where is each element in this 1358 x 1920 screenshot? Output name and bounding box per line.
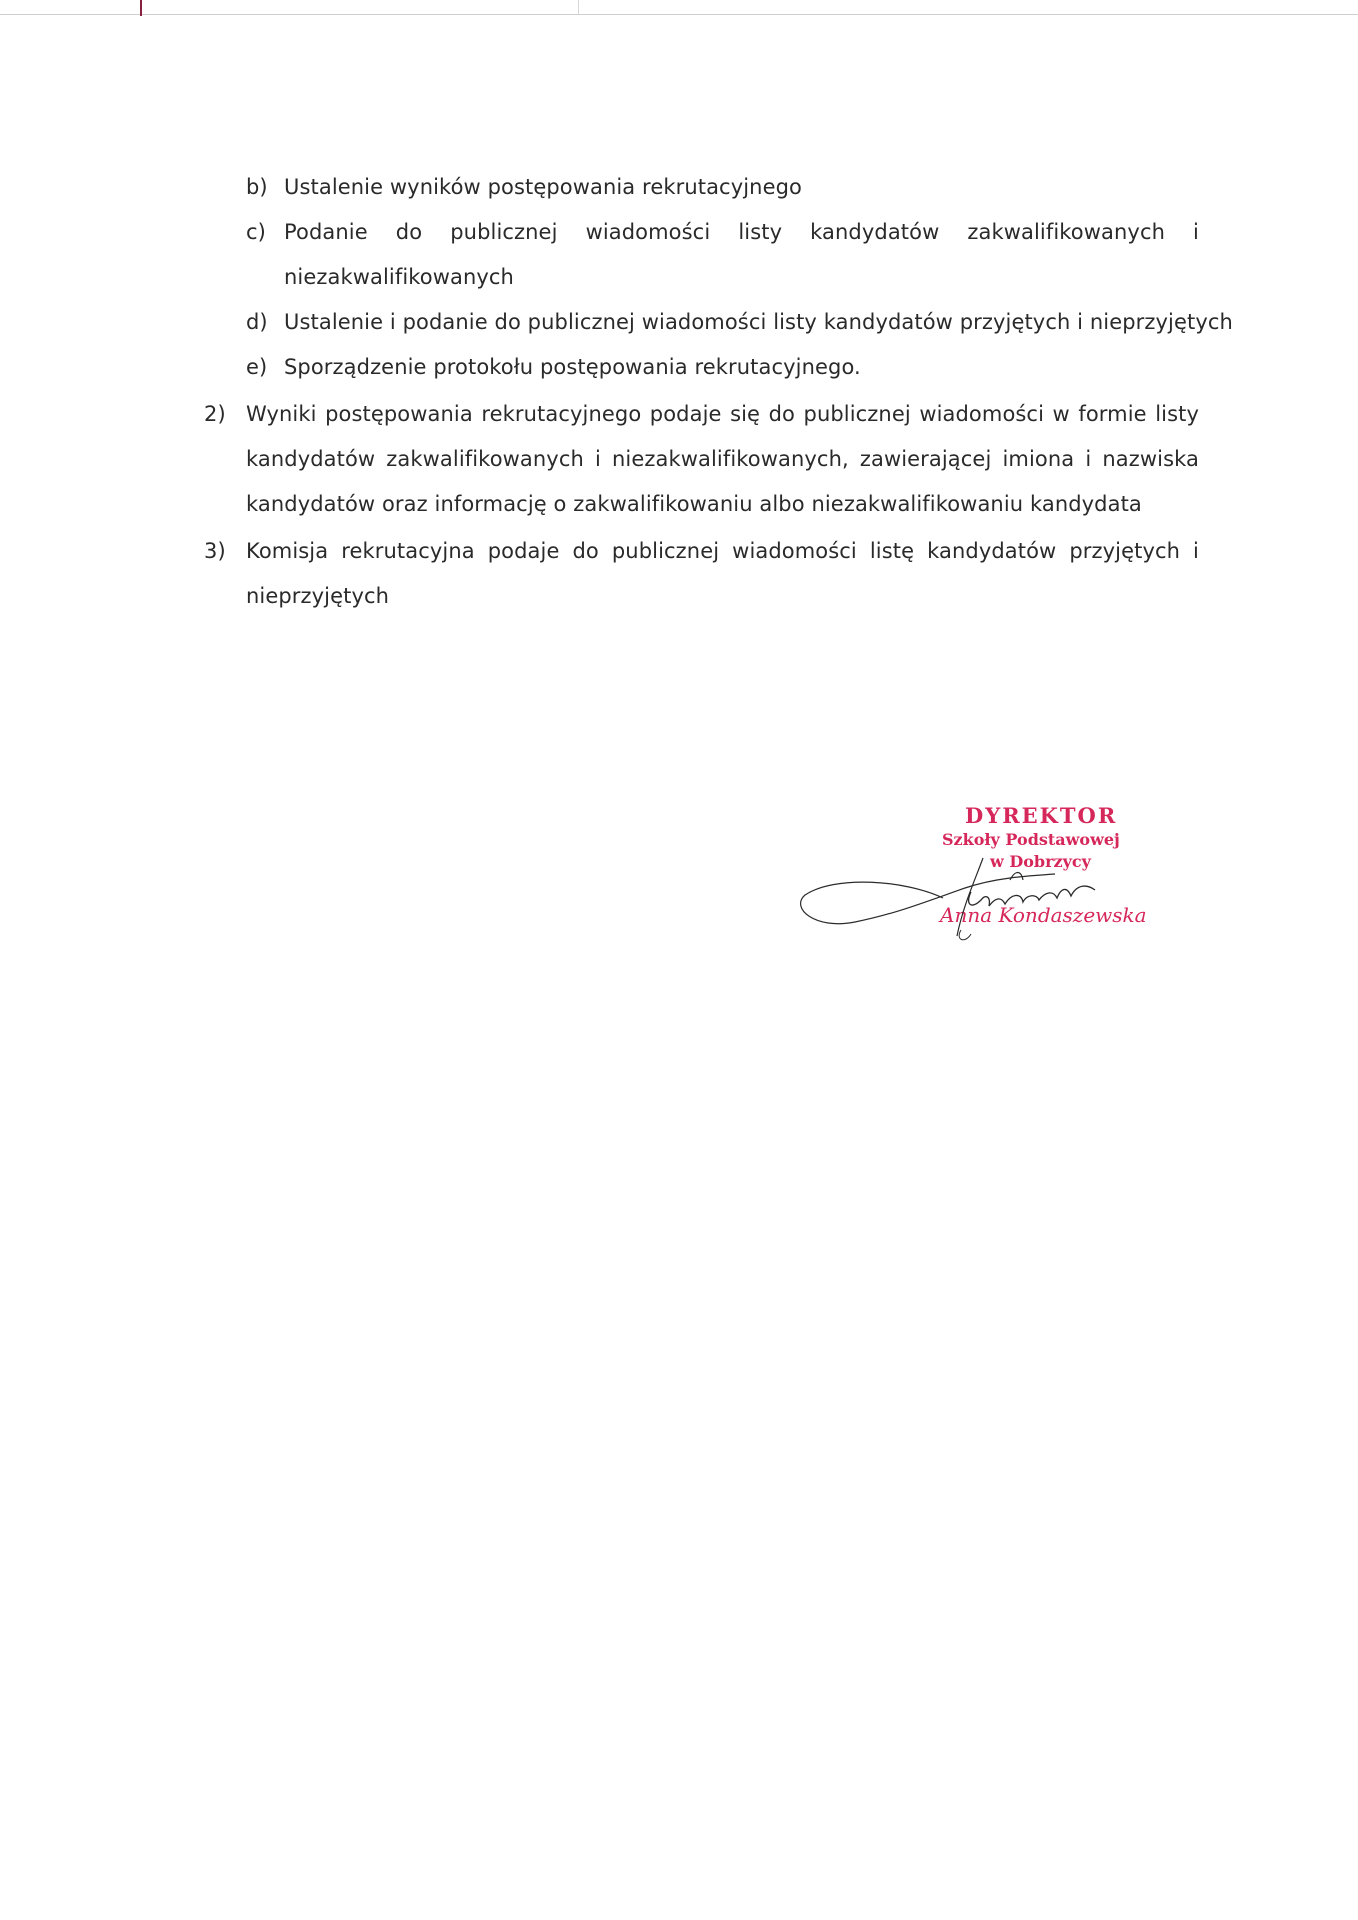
point-2-text-line3: kandydatów oraz informację o zakwalifikowaniu albo niezakwalifikowaniu kandydata <box>246 492 1142 516</box>
list-marker: d) <box>246 310 268 334</box>
scan-margin-mark <box>140 0 142 16</box>
list-item-c-text-line2: niezakwalifikowanych <box>284 265 514 289</box>
list-item-b-text: Ustalenie wyników postępowania rekrutacyjnego <box>284 175 802 199</box>
point-marker: 2) <box>204 402 226 426</box>
stamp-town: w Dobrzycy <box>990 852 1091 871</box>
list-item-b <box>246 172 268 202</box>
list-marker: b) <box>246 175 268 199</box>
point-2-text-line2: kandydatów zakwalifikowanych i niezakwalifikowanych, zawierającej imiona i nazwiska <box>246 447 1199 471</box>
point-marker: 3) <box>204 539 226 563</box>
list-item-e <box>246 352 267 382</box>
point-3-text-line2: nieprzyjętych <box>246 584 390 608</box>
scan-top-edge <box>0 14 1358 15</box>
list-item-e-text: Sporządzenie protokołu postępowania rekrutacyjnego. <box>284 355 861 379</box>
list-marker: c) <box>246 220 266 244</box>
scan-margin-mark <box>578 0 579 14</box>
list-item-c <box>246 217 266 247</box>
stamp-title: DYREKTOR <box>965 803 1118 828</box>
point-2 <box>204 399 226 429</box>
point-3-text-line1: Komisja rekrutacyjna podaje do publicznej wiadomości listę kandydatów przyjętych i <box>246 539 1199 563</box>
stamp-director-name: Anna Kondaszewska <box>940 903 1147 927</box>
list-item-d-text: Ustalenie i podanie do publicznej wiadomości listy kandydatów przyjętych i nieprzyjętych <box>284 310 1233 334</box>
stamp-school-name: Szkoły Podstawowej <box>942 830 1120 849</box>
list-marker: e) <box>246 355 268 379</box>
point-3 <box>204 536 226 566</box>
handwritten-signature <box>795 840 1125 950</box>
point-2-text-line1: Wyniki postępowania rekrutacyjnego podaje się do publicznej wiadomości w formie listy <box>246 402 1199 426</box>
list-item-d <box>246 307 268 337</box>
list-item-c-text-line1: Podanie do publicznej wiadomości listy kandydatów zakwalifikowanych i <box>284 220 1199 244</box>
